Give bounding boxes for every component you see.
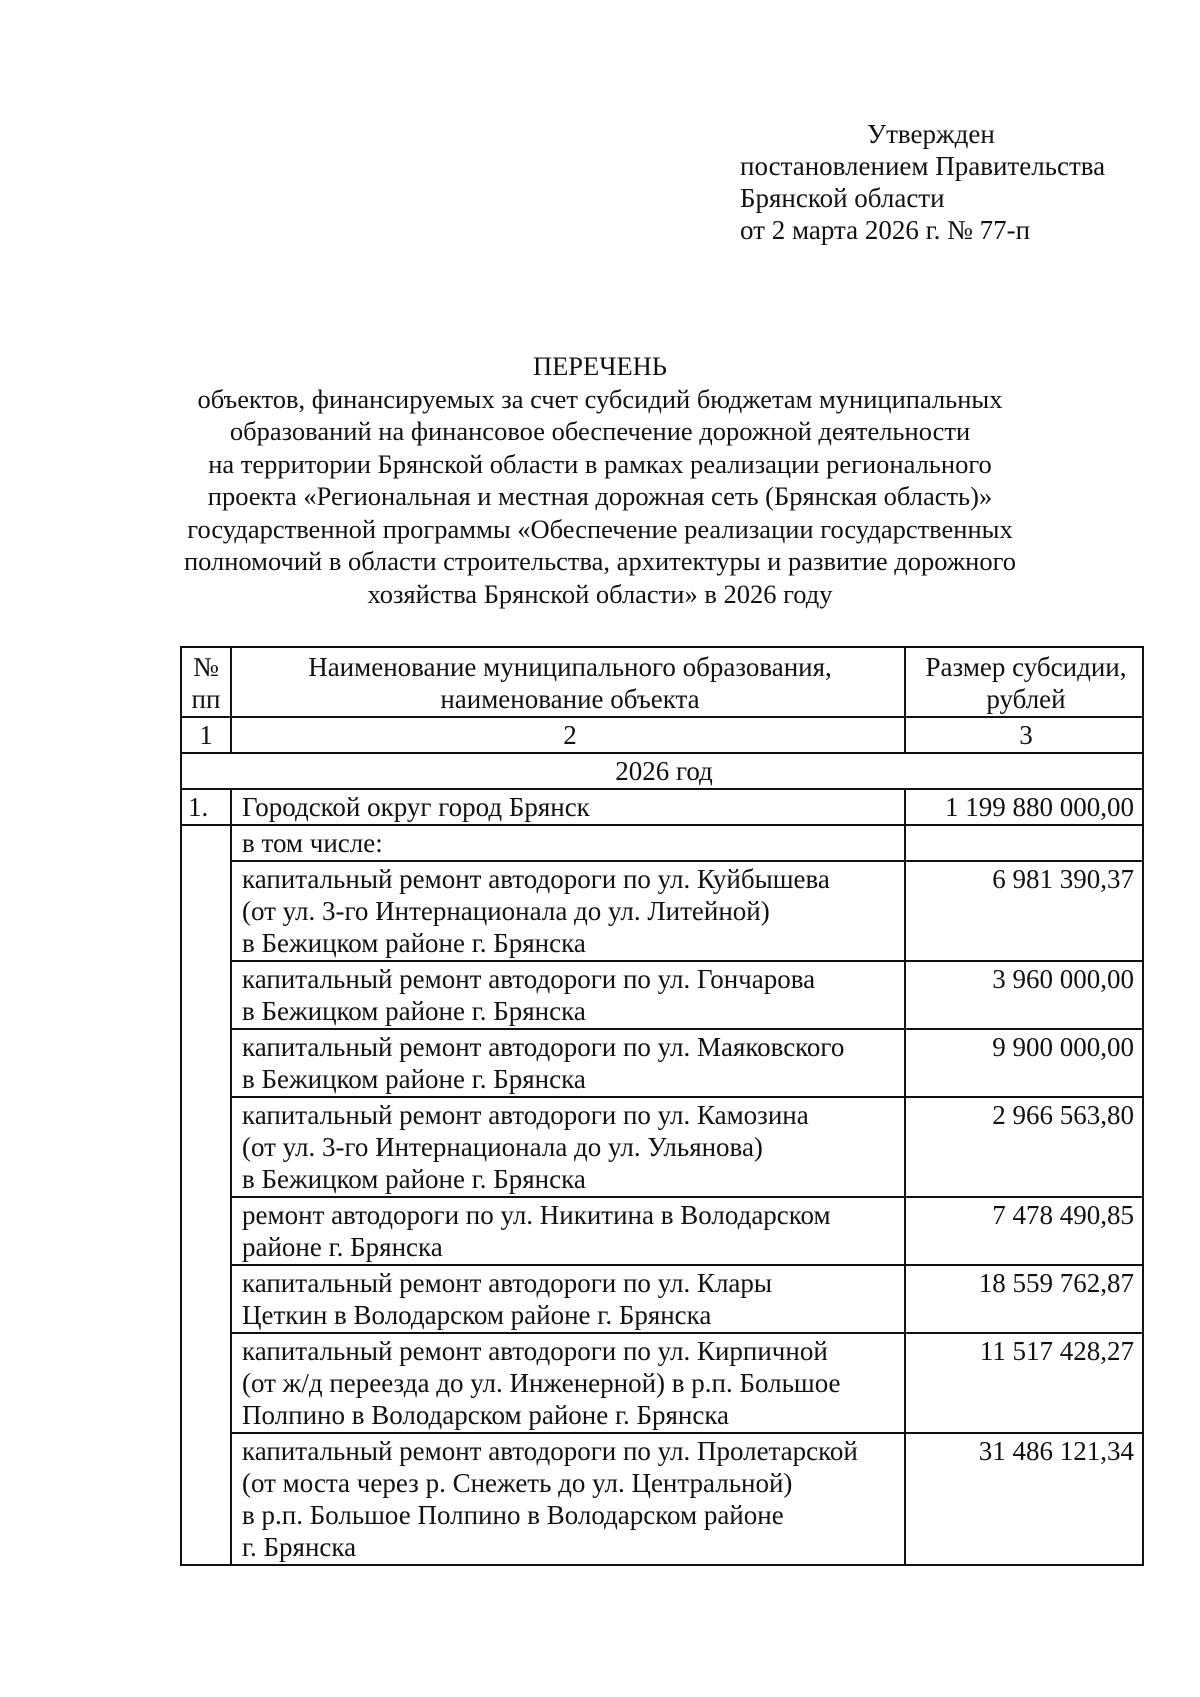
row-including-label: в том числе: <box>231 825 905 861</box>
row-amount: 18 559 762,87 <box>905 1265 1143 1333</box>
row-name: Городской округ город Брянск <box>231 789 905 825</box>
row-object-name: капитальный ремонт автодороги по ул. Клары Цеткин в Володарском районе г. Брянска <box>231 1265 905 1333</box>
table-row <box>181 1097 1143 1197</box>
row-amount: 9 900 000,00 <box>905 1029 1143 1097</box>
column-number-3: 3 <box>905 717 1143 753</box>
table-row <box>181 1029 1143 1097</box>
row-amount: 3 960 000,00 <box>905 961 1143 1029</box>
row-object-name: капитальный ремонт автодороги по ул. Кирпичной (от ж/д переезда до ул. Инженерной) в р.п. Большое Полпино в Володарском районе г. Брянска <box>231 1333 905 1433</box>
approval-stamp <box>740 118 1105 246</box>
header-number: № пп <box>181 647 231 717</box>
approval-line-resolution: постановлением Правительства <box>740 151 1106 181</box>
table-row <box>181 861 1143 961</box>
table-header-row <box>181 647 1143 717</box>
row-object-name: капитальный ремонт автодороги по ул. Гончарова в Бежицком районе г. Брянска <box>231 961 905 1029</box>
row-amount: 11 517 428,27 <box>905 1333 1143 1433</box>
row-object-name: капитальный ремонт автодороги по ул. Маяковского в Бежицком районе г. Брянска <box>231 1029 905 1097</box>
heading-line: на территории Брянской области в рамках реализации регионального <box>208 448 992 479</box>
row-amount: 1 199 880 000,00 <box>905 789 1143 825</box>
table-row <box>181 1433 1143 1565</box>
table-row <box>181 961 1143 1029</box>
header-name: Наименование муниципального образования, наименование объекта <box>231 647 905 717</box>
document-title: ПЕРЕЧЕНЬ <box>532 351 667 381</box>
objects-table <box>180 646 1144 1566</box>
heading-line: образований на финансовое обеспечение дорожной деятельности <box>229 416 971 446</box>
row-number-empty <box>181 825 231 1565</box>
approval-line-date-number: от 2 марта 2026 г. № 77-п <box>740 215 1031 245</box>
section-year: 2026 год <box>181 753 1143 789</box>
heading-line: полномочий в области строительства, архитектуры и развитие дорожного <box>183 546 1017 576</box>
row-amount: 2 966 563,80 <box>905 1097 1143 1197</box>
heading-line: объектов, финансируемых за счет субсидий бюджетам муниципальных <box>197 383 1003 414</box>
heading-line: хозяйства Брянской области» в 2026 году <box>367 578 833 609</box>
document-heading <box>160 350 1040 610</box>
table-row <box>181 789 1143 825</box>
approval-line-approved: Утвержден <box>867 119 995 149</box>
column-number-1: 1 <box>181 717 231 753</box>
row-object-name: капитальный ремонт автодороги по ул. Куйбышева (от ул. 3-го Интернационала до ул. Литейной) в Бежицком районе г. Брянска <box>231 861 905 961</box>
column-numbers-row <box>181 717 1143 753</box>
table-row <box>181 1197 1143 1265</box>
row-object-name: капитальный ремонт автодороги по ул. Пролетарской (от моста через р. Снежеть до ул. Центральной) в р.п. Большое Полпино в Володарском районе г. Брянска <box>231 1433 905 1565</box>
row-amount: 7 478 490,85 <box>905 1197 1143 1265</box>
row-amount: 6 981 390,37 <box>905 861 1143 961</box>
approval-line-region: Брянской области <box>740 183 945 213</box>
row-amount: 31 486 121,34 <box>905 1433 1143 1565</box>
row-number: 1. <box>181 789 231 825</box>
heading-line: государственной программы «Обеспечение реализации государственных <box>187 513 1013 544</box>
table-row <box>181 825 1143 861</box>
header-amount: Размер субсидии, рублей <box>905 647 1143 717</box>
row-amount-empty <box>905 825 1143 861</box>
section-row <box>181 753 1143 789</box>
row-object-name: капитальный ремонт автодороги по ул. Камозина (от ул. 3-го Интернационала до ул. Ульянова) в Бежицком районе г. Брянска <box>231 1097 905 1197</box>
table-row <box>181 1265 1143 1333</box>
table-row <box>181 1333 1143 1433</box>
heading-line: проекта «Региональная и местная дорожная сеть (Брянская область)» <box>207 481 993 511</box>
column-number-2: 2 <box>231 717 905 753</box>
row-object-name: ремонт автодороги по ул. Никитина в Володарском районе г. Брянска <box>231 1197 905 1265</box>
